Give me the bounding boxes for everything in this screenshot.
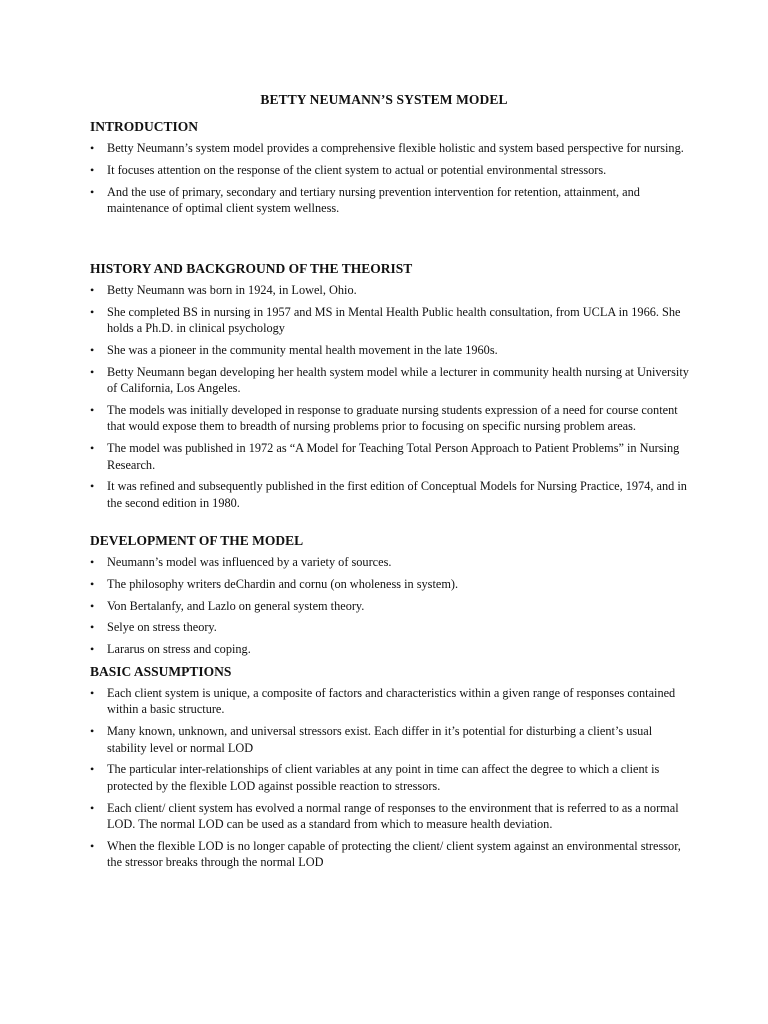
- list-item: [90, 641, 690, 657]
- bullet-icon: •: [90, 686, 95, 700]
- list-item-text: She was a pioneer in the community mental health movement in the late 1960s.: [107, 343, 498, 357]
- list-item: [90, 304, 690, 337]
- section-heading: HISTORY AND BACKGROUND OF THE THEORIST: [90, 261, 413, 276]
- list-item: [90, 576, 690, 592]
- list-item: [90, 619, 690, 635]
- bullet-icon: •: [90, 620, 95, 635]
- bullet-icon: •: [90, 162, 95, 177]
- bullet-icon: •: [90, 441, 95, 456]
- bullet-icon: •: [90, 479, 95, 494]
- list-item-text: It focuses attention on the response of the client system to actual or potential environmental stressors.: [107, 162, 607, 177]
- list-item-text: And the use of primary, secondary and tertiary nursing prevention intervention for retention, attainment, and maintenance of optimal client system wellness.: [107, 184, 640, 215]
- list-item-text: Betty Neumann began developing her health system model while a lecturer in community health nursing at University of California, Los Angeles.: [107, 364, 689, 396]
- list-item-text: Each client system is unique, a composite of factors and characteristics within a given range of responses contained within a basic structure.: [107, 686, 676, 717]
- bullet-icon: •: [90, 184, 95, 199]
- list-item: [90, 478, 690, 511]
- bullet-icon: •: [90, 724, 95, 739]
- list-item: [90, 685, 690, 718]
- bullet-list: [90, 685, 690, 871]
- section-heading: INTRODUCTION: [90, 119, 199, 134]
- list-item-text: The model was published in 1972 as “A Model for Teaching Total Person Approach to Patient Problems” in Nursing Research.: [107, 441, 680, 472]
- bullet-icon: •: [90, 364, 95, 379]
- list-item: [90, 598, 690, 614]
- bullet-icon: •: [90, 304, 95, 319]
- list-item-text: Von Bertalanfy, and Lazlo on general system theory.: [107, 598, 365, 613]
- section-introduction: [90, 118, 690, 222]
- document-title: BETTY NEUMANN’S SYSTEM MODEL: [260, 92, 508, 107]
- bullet-icon: •: [90, 800, 95, 815]
- bullet-icon: •: [90, 576, 95, 591]
- bullet-icon: •: [90, 555, 95, 569]
- bullet-list: [90, 554, 690, 658]
- list-item-text: The philosophy writers deChardin and cornu (on wholeness in system).: [107, 576, 459, 591]
- list-item: [90, 800, 690, 833]
- list-item-text: Neumann’s model was influenced by a variety of sources.: [107, 555, 392, 569]
- list-item-text: The models was initially developed in response to graduate nursing students expression of a need for course content that would expose them to breadth of nursing problems prior to focusing on specific nursing problem areas.: [107, 403, 678, 434]
- list-item-text: Betty Neumann was born in 1924, in Lowel, Ohio.: [107, 283, 357, 297]
- section-history: [90, 260, 690, 517]
- list-item: [90, 162, 690, 178]
- list-item: [90, 282, 690, 298]
- list-item-text: Selye on stress theory.: [107, 620, 217, 635]
- list-item-text: It was refined and subsequently published in the first edition of Conceptual Models for Nursing Practice, 1974, and in the second edition in 1980.: [107, 479, 687, 510]
- bullet-icon: •: [90, 343, 95, 357]
- bullet-icon: •: [90, 403, 95, 417]
- list-item: [90, 184, 690, 217]
- list-item-text: She completed BS in nursing in 1957 and MS in Mental Health Public health consultation, from UCLA in 1966. She holds a Ph.D. in clinical psychology: [107, 304, 681, 336]
- bullet-icon: •: [90, 762, 95, 777]
- bullet-icon: •: [90, 642, 95, 657]
- list-item: [90, 364, 690, 397]
- list-item: [90, 402, 690, 435]
- bullet-icon: •: [90, 598, 95, 613]
- bullet-list: [90, 282, 690, 511]
- bullet-icon: •: [90, 141, 95, 155]
- list-item: [90, 342, 690, 358]
- list-item-text: Lararus on stress and coping.: [107, 642, 251, 657]
- list-item-text: Betty Neumann’s system model provides a comprehensive flexible holistic and system based perspective for nursing.: [107, 141, 684, 155]
- list-item-text: Many known, unknown, and universal stressors exist. Each differ in it’s potential for disturbing a client’s usual stability level or normal LOD: [107, 724, 653, 755]
- section-development: [90, 532, 690, 663]
- list-item: [90, 554, 690, 570]
- list-item: [90, 723, 690, 756]
- section-basic-assumptions: [90, 663, 690, 876]
- list-item: [90, 761, 690, 794]
- list-item: [90, 838, 690, 871]
- list-item-text: Each client/ client system has evolved a normal range of responses to the environment that is referred to as a normal LOD. The normal LOD can be used as a standard from which to measure health deviation.: [107, 800, 679, 832]
- bullet-icon: •: [90, 838, 95, 853]
- list-item-text: The particular inter-relationships of client variables at any point in time can affect the degree to which a client is protected by the flexible LOD against possible reaction to stressors.: [107, 762, 660, 793]
- bullet-icon: •: [90, 283, 95, 297]
- list-item: [90, 140, 690, 156]
- list-item-text: When the flexible LOD is no longer capable of protecting the client/ client system against an environmental stressor, the stressor breaks through the normal LOD: [107, 838, 681, 870]
- list-item: [90, 440, 690, 473]
- bullet-list: [90, 140, 690, 216]
- section-heading: DEVELOPMENT OF THE MODEL: [90, 533, 304, 548]
- section-heading: BASIC ASSUMPTIONS: [90, 664, 232, 679]
